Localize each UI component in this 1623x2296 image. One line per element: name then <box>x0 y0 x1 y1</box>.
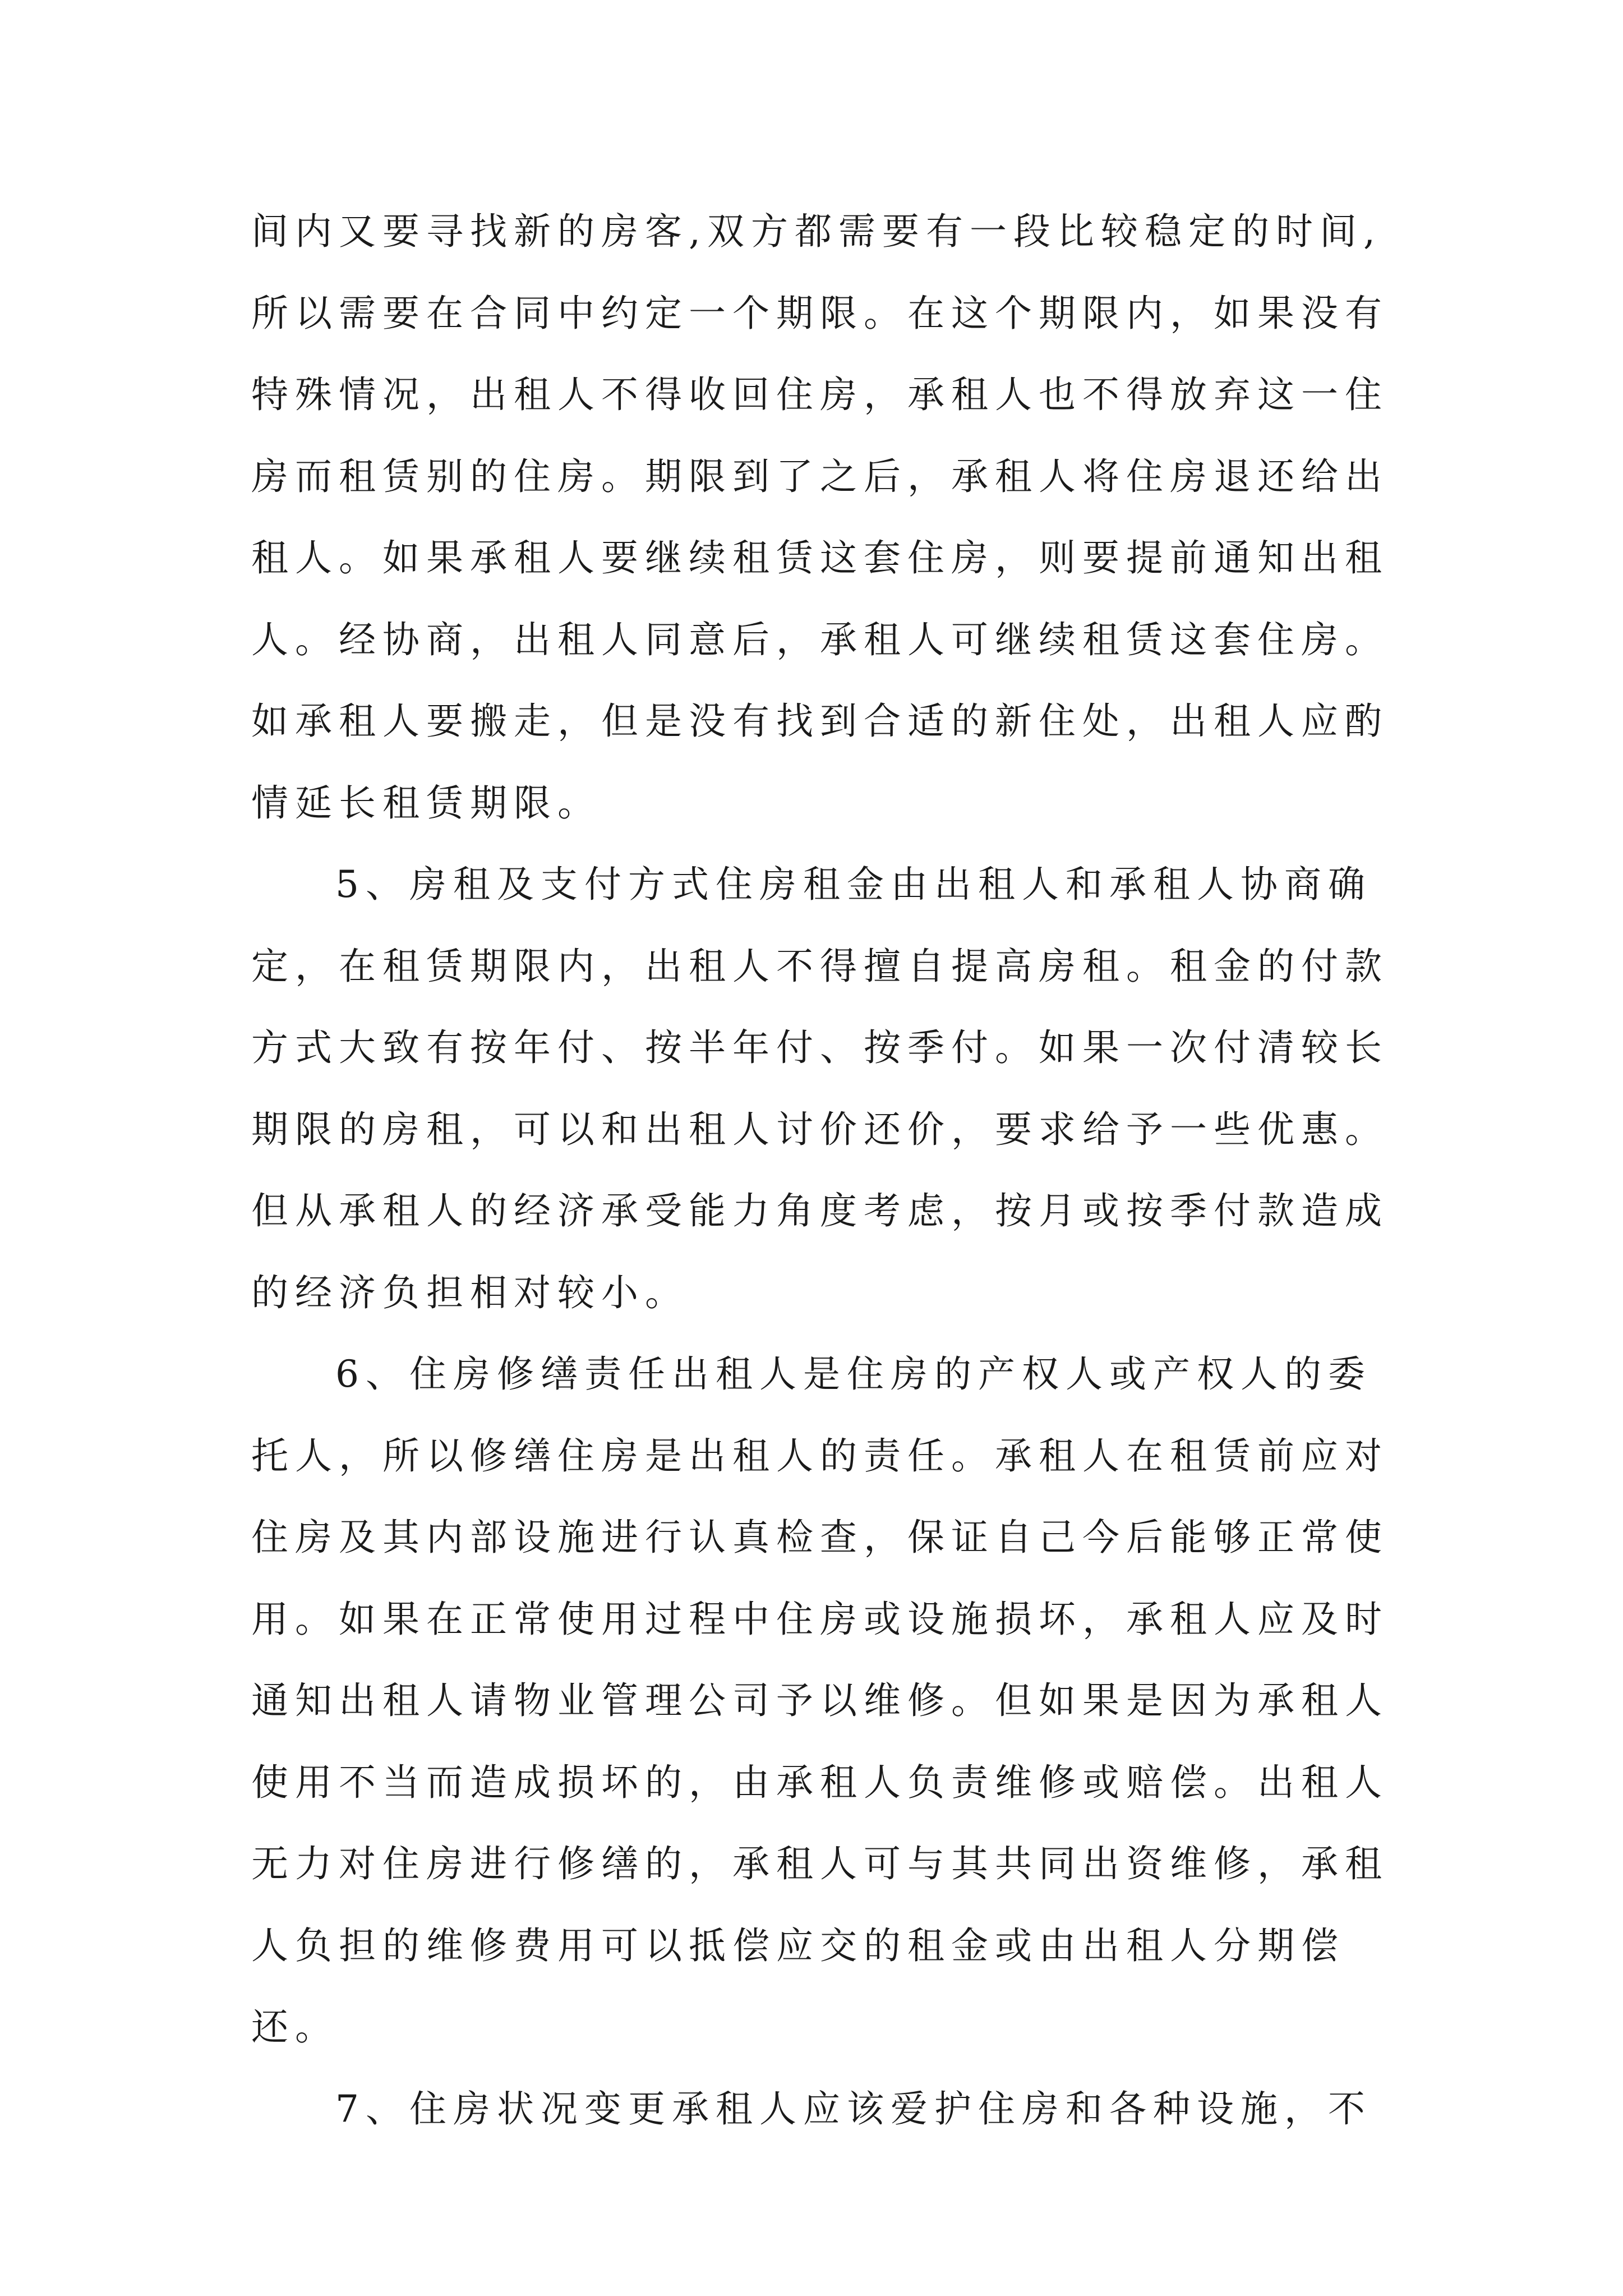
text-line: 通知出租人请物业管理公司予以维修。但如果是因为承租人 <box>251 1679 1389 1722</box>
text-line: 使用不当而造成损坏的，由承租人负责维修或赔偿。出租人 <box>251 1760 1389 1804</box>
text-line: 期限的房租，可以和出租人讨价还价，要求给予一些优惠。 <box>251 1107 1389 1151</box>
text-line: 但从承租人的经济承受能力角度考虑，按月或按季付款造成 <box>251 1189 1389 1232</box>
text-line: 方式大致有按年付、按半年付、按季付。如果一次付清较长 <box>251 1026 1389 1069</box>
text-line: 如承租人要搬走，但是没有找到合适的新住处，出租人应酌 <box>251 700 1389 743</box>
text-line: 住房及其内部设施进行认真检查，保证自己今后能够正常使 <box>251 1516 1389 1559</box>
text-line: 还。 <box>251 2005 339 2049</box>
text-line: 特殊情况，出租人不得收回住房，承租人也不得放弃这一住 <box>251 373 1389 416</box>
text-line: 租人。如果承租人要继续租赁这套住房，则要提前通知出租 <box>251 536 1389 579</box>
text-line: 间内又要寻找新的房客,双方都需要有一段比较稳定的时间, <box>251 210 1382 253</box>
text-line: 6、住房修缮责任出租人是住房的产权人或产权人的委 <box>335 1352 1372 1396</box>
text-line: 用。如果在正常使用过程中住房或设施损坏，承租人应及时 <box>251 1597 1389 1641</box>
text-line: 房而租赁别的住房。期限到了之后，承租人将住房退还给出 <box>251 454 1389 498</box>
text-line: 7、住房状况变更承租人应该爱护住房和各种设施，不 <box>335 2087 1372 2131</box>
text-line: 定，在租赁期限内，出租人不得擅自提高房租。租金的付款 <box>251 944 1389 988</box>
text-line: 无力对住房进行修缮的，承租人可与其共同出资维修，承租 <box>251 1842 1389 1885</box>
text-line: 5、房租及支付方式住房租金由出租人和承租人协商确 <box>335 863 1372 906</box>
text-line: 所以需要在合同中约定一个期限。在这个期限内，如果没有 <box>251 291 1389 335</box>
text-line: 情延长租赁期限。 <box>251 781 601 825</box>
text-line: 的经济负担相对较小。 <box>251 1271 689 1314</box>
text-line: 托人，所以修缮住房是出租人的责任。承租人在租赁前应对 <box>251 1434 1389 1478</box>
text-line: 人负担的维修费用可以抵偿应交的租金或由出租人分期偿 <box>251 1924 1345 1967</box>
text-line: 人。经协商，出租人同意后，承租人可继续租赁这套住房。 <box>251 618 1389 661</box>
